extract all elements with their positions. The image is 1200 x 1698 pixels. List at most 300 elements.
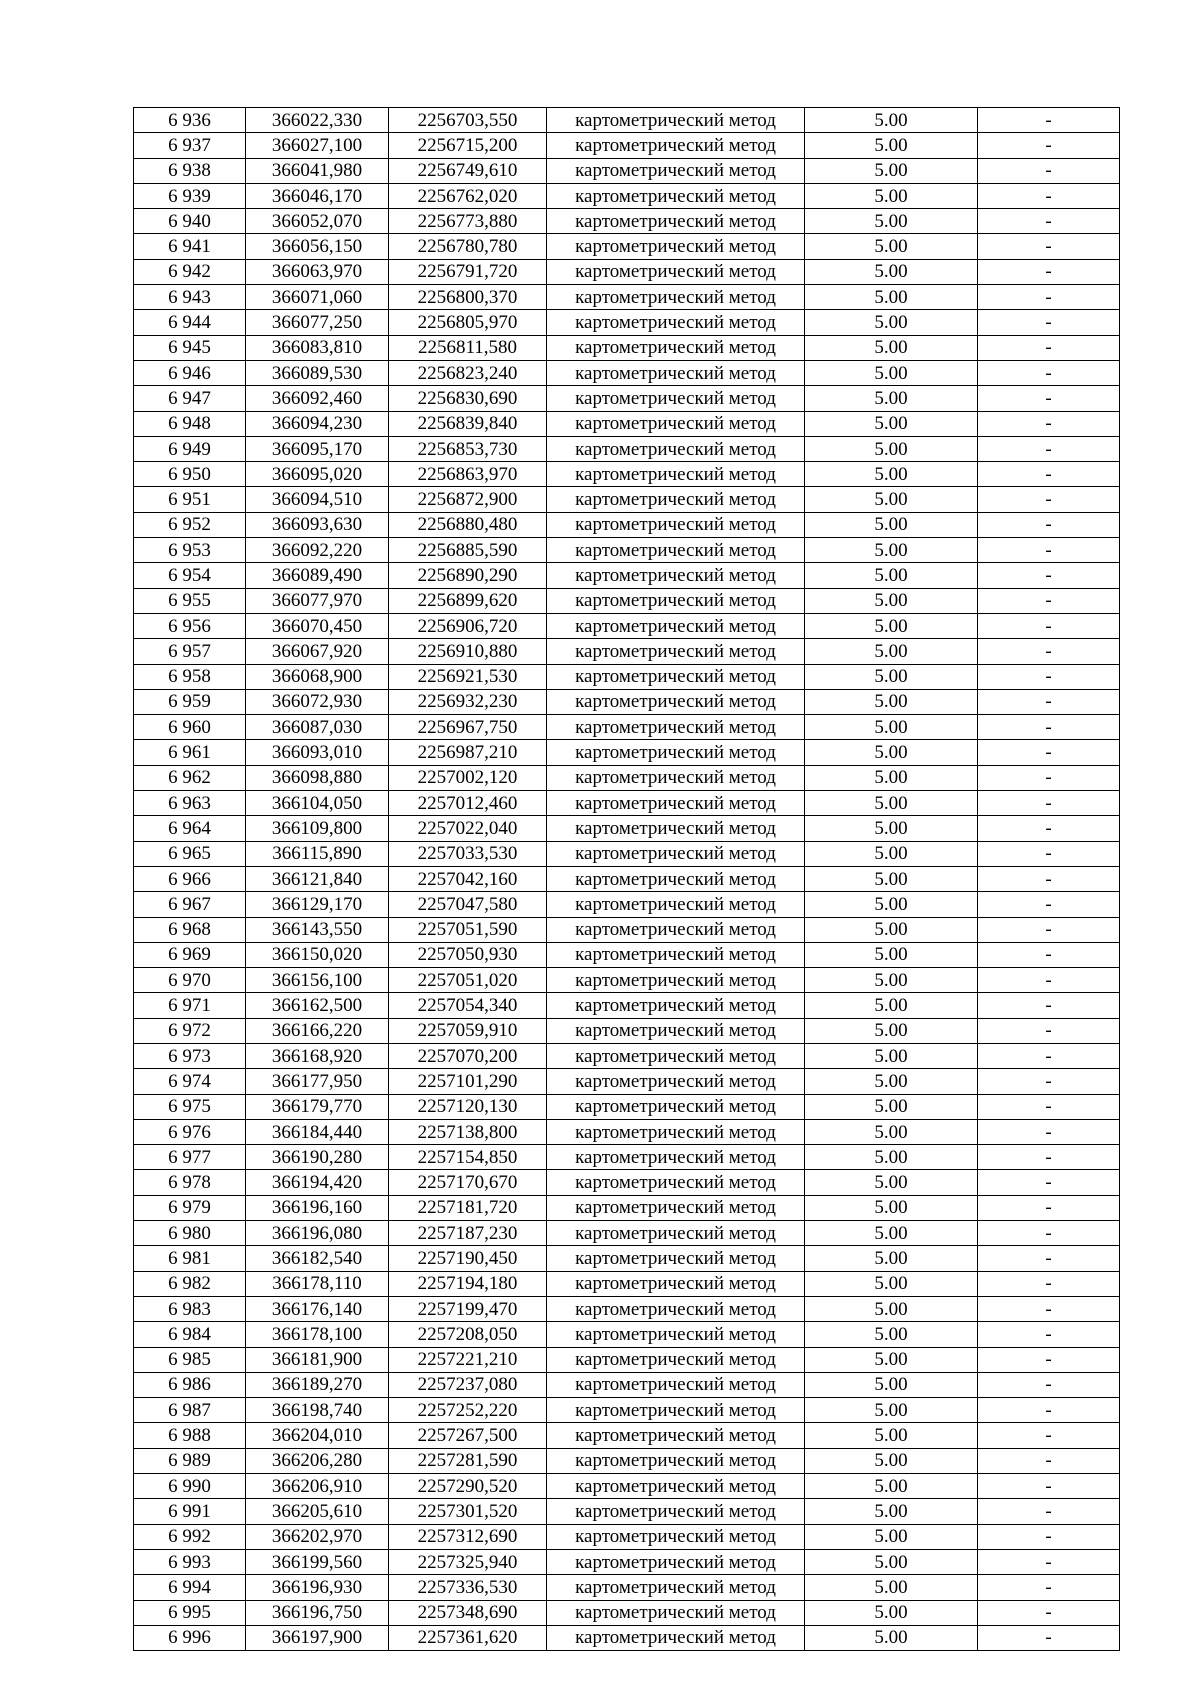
table-row bbox=[134, 1322, 1120, 1347]
x-coordinate-cell: 366109,800 bbox=[246, 816, 389, 841]
x-coordinate-cell: 366196,160 bbox=[246, 1195, 389, 1220]
x-coordinate-cell: 366087,030 bbox=[246, 715, 389, 740]
y-coordinate-cell: 2257194,180 bbox=[389, 1271, 547, 1296]
accuracy-cell: 5.00 bbox=[805, 892, 978, 917]
point-number-cell: 6 936 bbox=[134, 108, 246, 133]
x-coordinate-cell: 366022,330 bbox=[246, 108, 389, 133]
table-row bbox=[134, 892, 1120, 917]
y-coordinate-cell: 2257002,120 bbox=[389, 765, 547, 790]
x-coordinate-cell: 366070,450 bbox=[246, 613, 389, 638]
y-coordinate-cell: 2257348,690 bbox=[389, 1600, 547, 1625]
note-cell: - bbox=[978, 234, 1120, 259]
point-number-cell: 6 956 bbox=[134, 613, 246, 638]
point-number-cell: 6 979 bbox=[134, 1195, 246, 1220]
accuracy-cell: 5.00 bbox=[805, 765, 978, 790]
accuracy-cell: 5.00 bbox=[805, 1246, 978, 1271]
y-coordinate-cell: 2257290,520 bbox=[389, 1474, 547, 1499]
y-coordinate-cell: 2256830,690 bbox=[389, 386, 547, 411]
coordinates-table-body bbox=[134, 108, 1120, 1651]
x-coordinate-cell: 366196,750 bbox=[246, 1600, 389, 1625]
x-coordinate-cell: 366094,510 bbox=[246, 487, 389, 512]
y-coordinate-cell: 2256853,730 bbox=[389, 436, 547, 461]
table-row bbox=[134, 462, 1120, 487]
table-row bbox=[134, 1145, 1120, 1170]
accuracy-cell: 5.00 bbox=[805, 563, 978, 588]
y-coordinate-cell: 2257051,590 bbox=[389, 917, 547, 942]
y-coordinate-cell: 2256899,620 bbox=[389, 588, 547, 613]
y-coordinate-cell: 2256800,370 bbox=[389, 285, 547, 310]
point-number-cell: 6 990 bbox=[134, 1474, 246, 1499]
y-coordinate-cell: 2257199,470 bbox=[389, 1296, 547, 1321]
method-cell: картометрический метод bbox=[547, 689, 805, 714]
accuracy-cell: 5.00 bbox=[805, 1296, 978, 1321]
point-number-cell: 6 975 bbox=[134, 1094, 246, 1119]
note-cell: - bbox=[978, 1625, 1120, 1650]
accuracy-cell: 5.00 bbox=[805, 1524, 978, 1549]
table-row bbox=[134, 1221, 1120, 1246]
accuracy-cell: 5.00 bbox=[805, 968, 978, 993]
method-cell: картометрический метод bbox=[547, 1575, 805, 1600]
x-coordinate-cell: 366196,930 bbox=[246, 1575, 389, 1600]
point-number-cell: 6 974 bbox=[134, 1069, 246, 1094]
note-cell: - bbox=[978, 1549, 1120, 1574]
accuracy-cell: 5.00 bbox=[805, 1625, 978, 1650]
x-coordinate-cell: 366104,050 bbox=[246, 791, 389, 816]
accuracy-cell: 5.00 bbox=[805, 360, 978, 385]
method-cell: картометрический метод bbox=[547, 765, 805, 790]
table-row bbox=[134, 1448, 1120, 1473]
point-number-cell: 6 957 bbox=[134, 639, 246, 664]
method-cell: картометрический метод bbox=[547, 1246, 805, 1271]
y-coordinate-cell: 2257221,210 bbox=[389, 1347, 547, 1372]
y-coordinate-cell: 2256987,210 bbox=[389, 740, 547, 765]
y-coordinate-cell: 2256780,780 bbox=[389, 234, 547, 259]
method-cell: картометрический метод bbox=[547, 1372, 805, 1397]
method-cell: картометрический метод bbox=[547, 183, 805, 208]
x-coordinate-cell: 366063,970 bbox=[246, 259, 389, 284]
y-coordinate-cell: 2256805,970 bbox=[389, 310, 547, 335]
point-number-cell: 6 958 bbox=[134, 664, 246, 689]
accuracy-cell: 5.00 bbox=[805, 1322, 978, 1347]
x-coordinate-cell: 366077,250 bbox=[246, 310, 389, 335]
y-coordinate-cell: 2256823,240 bbox=[389, 360, 547, 385]
point-number-cell: 6 983 bbox=[134, 1296, 246, 1321]
point-number-cell: 6 954 bbox=[134, 563, 246, 588]
note-cell: - bbox=[978, 1018, 1120, 1043]
accuracy-cell: 5.00 bbox=[805, 917, 978, 942]
accuracy-cell: 5.00 bbox=[805, 234, 978, 259]
y-coordinate-cell: 2257012,460 bbox=[389, 791, 547, 816]
note-cell: - bbox=[978, 436, 1120, 461]
x-coordinate-cell: 366204,010 bbox=[246, 1423, 389, 1448]
accuracy-cell: 5.00 bbox=[805, 1069, 978, 1094]
table-row bbox=[134, 487, 1120, 512]
point-number-cell: 6 973 bbox=[134, 1043, 246, 1068]
method-cell: картометрический метод bbox=[547, 512, 805, 537]
table-row bbox=[134, 689, 1120, 714]
note-cell: - bbox=[978, 1347, 1120, 1372]
y-coordinate-cell: 2257054,340 bbox=[389, 993, 547, 1018]
table-row bbox=[134, 1271, 1120, 1296]
table-row bbox=[134, 512, 1120, 537]
note-cell: - bbox=[978, 715, 1120, 740]
y-coordinate-cell: 2257120,130 bbox=[389, 1094, 547, 1119]
method-cell: картометрический метод bbox=[547, 158, 805, 183]
note-cell: - bbox=[978, 613, 1120, 638]
note-cell: - bbox=[978, 1575, 1120, 1600]
point-number-cell: 6 937 bbox=[134, 133, 246, 158]
note-cell: - bbox=[978, 917, 1120, 942]
y-coordinate-cell: 2256967,750 bbox=[389, 715, 547, 740]
method-cell: картометрический метод bbox=[547, 234, 805, 259]
table-row bbox=[134, 436, 1120, 461]
note-cell: - bbox=[978, 183, 1120, 208]
y-coordinate-cell: 2256906,720 bbox=[389, 613, 547, 638]
x-coordinate-cell: 366196,080 bbox=[246, 1221, 389, 1246]
table-row bbox=[134, 1625, 1120, 1650]
y-coordinate-cell: 2257101,290 bbox=[389, 1069, 547, 1094]
note-cell: - bbox=[978, 1296, 1120, 1321]
method-cell: картометрический метод bbox=[547, 1347, 805, 1372]
method-cell: картометрический метод bbox=[547, 740, 805, 765]
y-coordinate-cell: 2257312,690 bbox=[389, 1524, 547, 1549]
note-cell: - bbox=[978, 942, 1120, 967]
note-cell: - bbox=[978, 158, 1120, 183]
x-coordinate-cell: 366089,530 bbox=[246, 360, 389, 385]
x-coordinate-cell: 366206,910 bbox=[246, 1474, 389, 1499]
table-row bbox=[134, 183, 1120, 208]
y-coordinate-cell: 2256773,880 bbox=[389, 209, 547, 234]
note-cell: - bbox=[978, 1600, 1120, 1625]
y-coordinate-cell: 2257059,910 bbox=[389, 1018, 547, 1043]
table-row bbox=[134, 791, 1120, 816]
note-cell: - bbox=[978, 462, 1120, 487]
table-row bbox=[134, 411, 1120, 436]
point-number-cell: 6 993 bbox=[134, 1549, 246, 1574]
note-cell: - bbox=[978, 664, 1120, 689]
method-cell: картометрический метод bbox=[547, 1499, 805, 1524]
x-coordinate-cell: 366046,170 bbox=[246, 183, 389, 208]
note-cell: - bbox=[978, 1043, 1120, 1068]
point-number-cell: 6 982 bbox=[134, 1271, 246, 1296]
accuracy-cell: 5.00 bbox=[805, 209, 978, 234]
accuracy-cell: 5.00 bbox=[805, 386, 978, 411]
method-cell: картометрический метод bbox=[547, 1423, 805, 1448]
table-row bbox=[134, 765, 1120, 790]
method-cell: картометрический метод bbox=[547, 613, 805, 638]
x-coordinate-cell: 366056,150 bbox=[246, 234, 389, 259]
point-number-cell: 6 986 bbox=[134, 1372, 246, 1397]
x-coordinate-cell: 366181,900 bbox=[246, 1347, 389, 1372]
point-number-cell: 6 968 bbox=[134, 917, 246, 942]
table-row bbox=[134, 664, 1120, 689]
method-cell: картометрический метод bbox=[547, 1119, 805, 1144]
accuracy-cell: 5.00 bbox=[805, 942, 978, 967]
x-coordinate-cell: 366190,280 bbox=[246, 1145, 389, 1170]
table-row bbox=[134, 234, 1120, 259]
x-coordinate-cell: 366205,610 bbox=[246, 1499, 389, 1524]
method-cell: картометрический метод bbox=[547, 968, 805, 993]
method-cell: картометрический метод bbox=[547, 1322, 805, 1347]
table-row bbox=[134, 588, 1120, 613]
accuracy-cell: 5.00 bbox=[805, 1347, 978, 1372]
x-coordinate-cell: 366027,100 bbox=[246, 133, 389, 158]
point-number-cell: 6 948 bbox=[134, 411, 246, 436]
accuracy-cell: 5.00 bbox=[805, 512, 978, 537]
method-cell: картометрический метод bbox=[547, 1549, 805, 1574]
note-cell: - bbox=[978, 1499, 1120, 1524]
x-coordinate-cell: 366168,920 bbox=[246, 1043, 389, 1068]
y-coordinate-cell: 2256890,290 bbox=[389, 563, 547, 588]
method-cell: картометрический метод bbox=[547, 1069, 805, 1094]
y-coordinate-cell: 2257033,530 bbox=[389, 841, 547, 866]
y-coordinate-cell: 2257042,160 bbox=[389, 866, 547, 891]
x-coordinate-cell: 366143,550 bbox=[246, 917, 389, 942]
accuracy-cell: 5.00 bbox=[805, 1195, 978, 1220]
note-cell: - bbox=[978, 335, 1120, 360]
point-number-cell: 6 962 bbox=[134, 765, 246, 790]
note-cell: - bbox=[978, 1448, 1120, 1473]
method-cell: картометрический метод bbox=[547, 866, 805, 891]
accuracy-cell: 5.00 bbox=[805, 689, 978, 714]
table-row bbox=[134, 639, 1120, 664]
note-cell: - bbox=[978, 285, 1120, 310]
accuracy-cell: 5.00 bbox=[805, 158, 978, 183]
note-cell: - bbox=[978, 487, 1120, 512]
accuracy-cell: 5.00 bbox=[805, 639, 978, 664]
method-cell: картометрический метод bbox=[547, 1271, 805, 1296]
method-cell: картометрический метод bbox=[547, 1221, 805, 1246]
accuracy-cell: 5.00 bbox=[805, 1600, 978, 1625]
x-coordinate-cell: 366178,100 bbox=[246, 1322, 389, 1347]
table-row bbox=[134, 841, 1120, 866]
accuracy-cell: 5.00 bbox=[805, 993, 978, 1018]
x-coordinate-cell: 366176,140 bbox=[246, 1296, 389, 1321]
method-cell: картометрический метод bbox=[547, 360, 805, 385]
accuracy-cell: 5.00 bbox=[805, 1119, 978, 1144]
method-cell: картометрический метод bbox=[547, 841, 805, 866]
y-coordinate-cell: 2257301,520 bbox=[389, 1499, 547, 1524]
table-row bbox=[134, 715, 1120, 740]
method-cell: картометрический метод bbox=[547, 639, 805, 664]
accuracy-cell: 5.00 bbox=[805, 588, 978, 613]
point-number-cell: 6 944 bbox=[134, 310, 246, 335]
x-coordinate-cell: 366178,110 bbox=[246, 1271, 389, 1296]
method-cell: картометрический метод bbox=[547, 209, 805, 234]
y-coordinate-cell: 2257281,590 bbox=[389, 1448, 547, 1473]
x-coordinate-cell: 366206,280 bbox=[246, 1448, 389, 1473]
table-row bbox=[134, 209, 1120, 234]
method-cell: картометрический метод bbox=[547, 1448, 805, 1473]
accuracy-cell: 5.00 bbox=[805, 1145, 978, 1170]
note-cell: - bbox=[978, 816, 1120, 841]
point-number-cell: 6 960 bbox=[134, 715, 246, 740]
point-number-cell: 6 972 bbox=[134, 1018, 246, 1043]
x-coordinate-cell: 366194,420 bbox=[246, 1170, 389, 1195]
table-row bbox=[134, 816, 1120, 841]
point-number-cell: 6 947 bbox=[134, 386, 246, 411]
y-coordinate-cell: 2257187,230 bbox=[389, 1221, 547, 1246]
x-coordinate-cell: 366095,020 bbox=[246, 462, 389, 487]
y-coordinate-cell: 2257336,530 bbox=[389, 1575, 547, 1600]
accuracy-cell: 5.00 bbox=[805, 436, 978, 461]
point-number-cell: 6 980 bbox=[134, 1221, 246, 1246]
table-row bbox=[134, 1170, 1120, 1195]
accuracy-cell: 5.00 bbox=[805, 1549, 978, 1574]
point-number-cell: 6 942 bbox=[134, 259, 246, 284]
x-coordinate-cell: 366197,900 bbox=[246, 1625, 389, 1650]
x-coordinate-cell: 366092,220 bbox=[246, 538, 389, 563]
x-coordinate-cell: 366071,060 bbox=[246, 285, 389, 310]
table-row bbox=[134, 158, 1120, 183]
point-number-cell: 6 959 bbox=[134, 689, 246, 714]
accuracy-cell: 5.00 bbox=[805, 1018, 978, 1043]
accuracy-cell: 5.00 bbox=[805, 259, 978, 284]
note-cell: - bbox=[978, 108, 1120, 133]
method-cell: картометрический метод bbox=[547, 1600, 805, 1625]
x-coordinate-cell: 366179,770 bbox=[246, 1094, 389, 1119]
method-cell: картометрический метод bbox=[547, 1145, 805, 1170]
note-cell: - bbox=[978, 866, 1120, 891]
x-coordinate-cell: 366098,880 bbox=[246, 765, 389, 790]
table-row bbox=[134, 1296, 1120, 1321]
note-cell: - bbox=[978, 993, 1120, 1018]
method-cell: картометрический метод bbox=[547, 108, 805, 133]
x-coordinate-cell: 366202,970 bbox=[246, 1524, 389, 1549]
point-number-cell: 6 977 bbox=[134, 1145, 246, 1170]
point-number-cell: 6 964 bbox=[134, 816, 246, 841]
point-number-cell: 6 961 bbox=[134, 740, 246, 765]
y-coordinate-cell: 2257237,080 bbox=[389, 1372, 547, 1397]
x-coordinate-cell: 366129,170 bbox=[246, 892, 389, 917]
y-coordinate-cell: 2257208,050 bbox=[389, 1322, 547, 1347]
table-row bbox=[134, 1398, 1120, 1423]
point-number-cell: 6 949 bbox=[134, 436, 246, 461]
method-cell: картометрический метод bbox=[547, 892, 805, 917]
y-coordinate-cell: 2256921,530 bbox=[389, 664, 547, 689]
accuracy-cell: 5.00 bbox=[805, 411, 978, 436]
accuracy-cell: 5.00 bbox=[805, 310, 978, 335]
note-cell: - bbox=[978, 386, 1120, 411]
method-cell: картометрический метод bbox=[547, 285, 805, 310]
x-coordinate-cell: 366166,220 bbox=[246, 1018, 389, 1043]
table-row bbox=[134, 1524, 1120, 1549]
note-cell: - bbox=[978, 1474, 1120, 1499]
point-number-cell: 6 978 bbox=[134, 1170, 246, 1195]
y-coordinate-cell: 2256749,610 bbox=[389, 158, 547, 183]
x-coordinate-cell: 366041,980 bbox=[246, 158, 389, 183]
accuracy-cell: 5.00 bbox=[805, 1499, 978, 1524]
note-cell: - bbox=[978, 512, 1120, 537]
note-cell: - bbox=[978, 740, 1120, 765]
table-row bbox=[134, 285, 1120, 310]
x-coordinate-cell: 366198,740 bbox=[246, 1398, 389, 1423]
accuracy-cell: 5.00 bbox=[805, 1474, 978, 1499]
accuracy-cell: 5.00 bbox=[805, 108, 978, 133]
x-coordinate-cell: 366089,490 bbox=[246, 563, 389, 588]
table-row bbox=[134, 1347, 1120, 1372]
x-coordinate-cell: 366182,540 bbox=[246, 1246, 389, 1271]
point-number-cell: 6 988 bbox=[134, 1423, 246, 1448]
method-cell: картометрический метод bbox=[547, 487, 805, 512]
note-cell: - bbox=[978, 563, 1120, 588]
y-coordinate-cell: 2256880,480 bbox=[389, 512, 547, 537]
note-cell: - bbox=[978, 1246, 1120, 1271]
note-cell: - bbox=[978, 1069, 1120, 1094]
table-row bbox=[134, 133, 1120, 158]
method-cell: картометрический метод bbox=[547, 993, 805, 1018]
x-coordinate-cell: 366093,630 bbox=[246, 512, 389, 537]
method-cell: картометрический метод bbox=[547, 1018, 805, 1043]
y-coordinate-cell: 2257154,850 bbox=[389, 1145, 547, 1170]
note-cell: - bbox=[978, 1195, 1120, 1220]
accuracy-cell: 5.00 bbox=[805, 1423, 978, 1448]
method-cell: картометрический метод bbox=[547, 538, 805, 563]
point-number-cell: 6 953 bbox=[134, 538, 246, 563]
y-coordinate-cell: 2256932,230 bbox=[389, 689, 547, 714]
accuracy-cell: 5.00 bbox=[805, 791, 978, 816]
accuracy-cell: 5.00 bbox=[805, 462, 978, 487]
y-coordinate-cell: 2256811,580 bbox=[389, 335, 547, 360]
table-row bbox=[134, 1043, 1120, 1068]
method-cell: картометрический метод bbox=[547, 588, 805, 613]
x-coordinate-cell: 366067,920 bbox=[246, 639, 389, 664]
y-coordinate-cell: 2256703,550 bbox=[389, 108, 547, 133]
point-number-cell: 6 963 bbox=[134, 791, 246, 816]
y-coordinate-cell: 2257252,220 bbox=[389, 1398, 547, 1423]
accuracy-cell: 5.00 bbox=[805, 1094, 978, 1119]
accuracy-cell: 5.00 bbox=[805, 740, 978, 765]
note-cell: - bbox=[978, 1094, 1120, 1119]
accuracy-cell: 5.00 bbox=[805, 613, 978, 638]
method-cell: картометрический метод bbox=[547, 462, 805, 487]
method-cell: картометрический метод bbox=[547, 1524, 805, 1549]
y-coordinate-cell: 2257267,500 bbox=[389, 1423, 547, 1448]
x-coordinate-cell: 366072,930 bbox=[246, 689, 389, 714]
point-number-cell: 6 943 bbox=[134, 285, 246, 310]
y-coordinate-cell: 2257181,720 bbox=[389, 1195, 547, 1220]
y-coordinate-cell: 2256762,020 bbox=[389, 183, 547, 208]
point-number-cell: 6 970 bbox=[134, 968, 246, 993]
y-coordinate-cell: 2257190,450 bbox=[389, 1246, 547, 1271]
table-row bbox=[134, 1094, 1120, 1119]
note-cell: - bbox=[978, 538, 1120, 563]
y-coordinate-cell: 2256791,720 bbox=[389, 259, 547, 284]
accuracy-cell: 5.00 bbox=[805, 538, 978, 563]
table-row bbox=[134, 1600, 1120, 1625]
y-coordinate-cell: 2257070,200 bbox=[389, 1043, 547, 1068]
accuracy-cell: 5.00 bbox=[805, 866, 978, 891]
table-row bbox=[134, 386, 1120, 411]
table-row bbox=[134, 1018, 1120, 1043]
x-coordinate-cell: 366068,900 bbox=[246, 664, 389, 689]
table-row bbox=[134, 1195, 1120, 1220]
x-coordinate-cell: 366199,560 bbox=[246, 1549, 389, 1574]
note-cell: - bbox=[978, 791, 1120, 816]
y-coordinate-cell: 2256715,200 bbox=[389, 133, 547, 158]
table-row bbox=[134, 942, 1120, 967]
note-cell: - bbox=[978, 639, 1120, 664]
point-number-cell: 6 989 bbox=[134, 1448, 246, 1473]
method-cell: картометрический метод bbox=[547, 1094, 805, 1119]
method-cell: картометрический метод bbox=[547, 1398, 805, 1423]
y-coordinate-cell: 2257361,620 bbox=[389, 1625, 547, 1650]
table-row bbox=[134, 1474, 1120, 1499]
method-cell: картометрический метод bbox=[547, 942, 805, 967]
method-cell: картометрический метод bbox=[547, 133, 805, 158]
x-coordinate-cell: 366094,230 bbox=[246, 411, 389, 436]
point-number-cell: 6 950 bbox=[134, 462, 246, 487]
